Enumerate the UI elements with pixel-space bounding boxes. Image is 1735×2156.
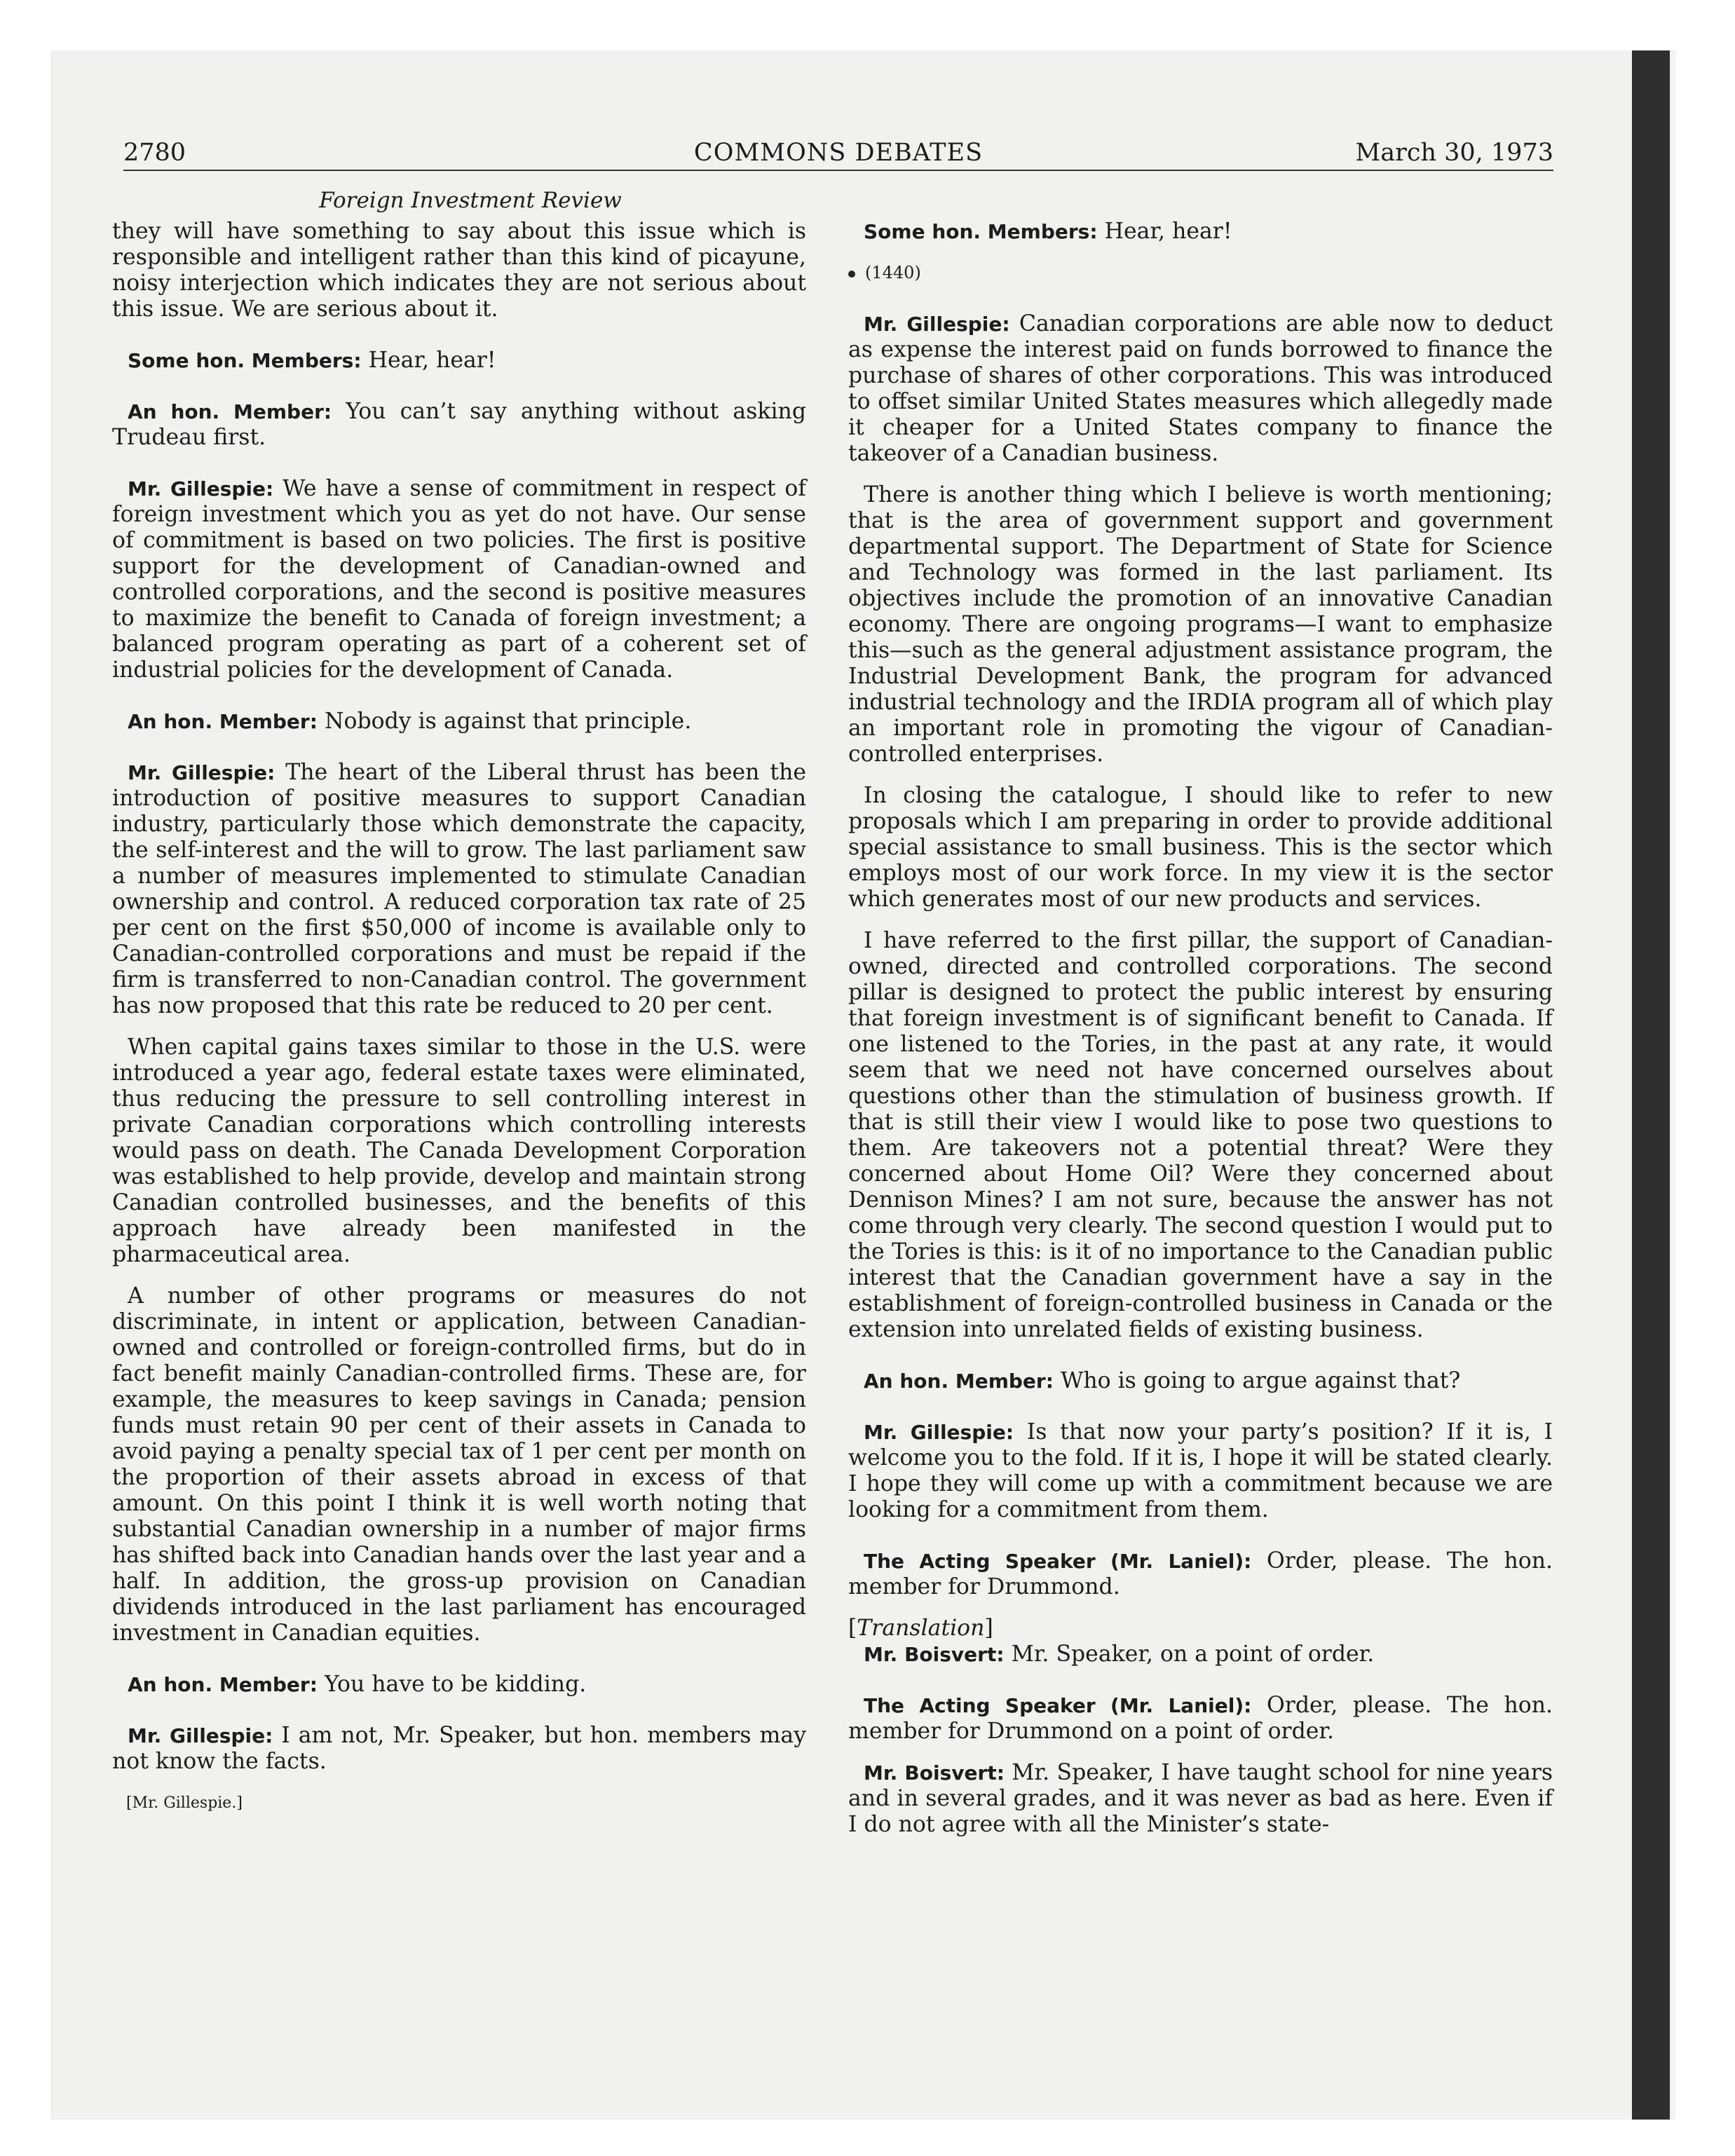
speech bbox=[112, 1672, 806, 1698]
speech-text: Who is going to argue against that? bbox=[1060, 1368, 1461, 1393]
speech bbox=[848, 1368, 1553, 1394]
speech-text: Nobody is against that principle. bbox=[324, 709, 692, 734]
speech bbox=[112, 399, 806, 451]
paragraph: I have referred to the first pillar, the support of Canadian-owned, directed and controlled corporations. The second pillar is designed to protect the public interest by ensuring that foreign investment is of significant benefit to Canada. If one listened to the Tories, in the past at any rate, it would seem that we need not have concerned ourselves about questions other than the stimulation of business growth. If that is still their view I would like to pose two questions to them. Are takeovers not a potential threat? Were they concerned about Home Oil? Were they concerned about Dennison Mines? I am not sure, because the answer has not come through very clearly. The second question I would put to the Tories is this: is it of no importance to the Canadian public interest that the Canadian government have a say in the establishment of foreign-controlled business in Canada or the extension into unrelated fields of existing business. bbox=[848, 928, 1553, 1342]
right-column bbox=[848, 219, 1553, 1853]
speaker-label: Mr. Gillespie: bbox=[864, 1421, 1014, 1444]
speaker-label: The Acting Speaker (Mr. Laniel): bbox=[864, 1550, 1252, 1573]
speech-text: We have a sense of commitment in respect of foreign investment which you as yet do not have. Our sense of commitment is based on two policies. The first is positive support for the development of Canadian-owned and controlled corporations, and the second is positive measures to maximize the benefit to Canada of foreign investment; a balanced program operating as part of a coherent set of industrial policies for the development of Canada. bbox=[112, 476, 807, 683]
speech bbox=[848, 219, 1553, 245]
page-header bbox=[123, 136, 1553, 171]
speech-text: Hear, hear! bbox=[1104, 219, 1232, 244]
publication-title: COMMONS DEBATES bbox=[693, 139, 984, 167]
speaker-label: Mr. Gillespie: bbox=[864, 313, 1010, 336]
time-marker bbox=[848, 260, 1553, 286]
speech bbox=[112, 709, 806, 735]
paragraph: When capital gains taxes similar to those in the U.S. were introduced a year ago, federal estate taxes were eliminated, thus reducing the pressure to sell controlling interest in private Canadian corporations which controlling interests would pass on death. The Canada Development Corporation was established to help provide, develop and maintain strong Canadian controlled businesses, and the benefits of this approach have already been manifested in the pharmaceutical area. bbox=[112, 1035, 806, 1267]
speech bbox=[112, 1723, 806, 1775]
speech bbox=[848, 1760, 1553, 1838]
translation-label: [Translation] bbox=[848, 1616, 993, 1641]
speech bbox=[848, 1419, 1553, 1523]
speech-text: You have to be kidding. bbox=[324, 1672, 587, 1697]
speech bbox=[112, 348, 806, 374]
bullet-icon bbox=[848, 271, 855, 278]
left-column bbox=[112, 219, 806, 1816]
speech bbox=[112, 760, 806, 1019]
speaker-label: An hon. Member: bbox=[128, 1673, 318, 1696]
speech-text: You can’t say anything without asking Trudeau first. bbox=[112, 399, 806, 450]
time-marker-text: (1440) bbox=[865, 263, 921, 282]
paragraph: There is another thing which I believe is worth mentioning; that is the area of government support and government departmental support. The Department of State for Science and Technology was formed in the last parliament. Its objectives include the promotion of an innovative Canadian economy. There are ongoing programs—I want to emphasize this—such as the general adjustment assistance program, the Industrial Development Bank, the program for advanced industrial technology and the IRDIA program all of which play an important role in promoting the vigour of Canadian-controlled enterprises. bbox=[848, 482, 1553, 767]
speech bbox=[848, 1642, 1553, 1667]
speech-text: Hear, hear! bbox=[368, 348, 496, 373]
speaker-label: The Acting Speaker (Mr. Laniel): bbox=[864, 1694, 1252, 1717]
speaker-label: Some hon. Members: bbox=[864, 220, 1098, 243]
page-number: 2780 bbox=[123, 139, 186, 167]
translation-label-text: Translation bbox=[857, 1616, 985, 1641]
speech bbox=[848, 311, 1553, 467]
speech-text: Order, please. The hon. member for Drummond. bbox=[848, 1548, 1553, 1599]
speaker-label: An hon. Member: bbox=[128, 400, 332, 423]
speech-text: Mr. Speaker, on a point of order. bbox=[1011, 1642, 1375, 1667]
speaker-label: Some hon. Members: bbox=[128, 349, 362, 372]
speaker-label: Mr. Gillespie: bbox=[128, 1724, 273, 1747]
speaker-label: Mr. Boisvert: bbox=[864, 1643, 1005, 1666]
speech bbox=[848, 1693, 1553, 1745]
paragraph: In closing the catalogue, I should like to refer to new proposals which I am preparing in order to provide additional special assistance to small business. This is the sector which employs most of our work force. In my view it is the sector which generates most of our new products and services. bbox=[848, 783, 1553, 912]
speaker-label: Mr. Boisvert: bbox=[864, 1761, 1005, 1785]
speech-text: The heart of the Liberal thrust has been the introduction of positive measures to support Canadian industry, particularly those which demonstrate the capacity, the self-interest and the will to grow. The last parliament saw a number of measures implemented to stimulate Canadian ownership and control. A reduced corporation tax rate of 25 per cent on the first $50,000 of income is available only to Canadian-controlled corporations and must be repaid if the firm is transferred to non-Canadian control. The government has now proposed that this rate be reduced to 20 per cent. bbox=[112, 760, 807, 1018]
paragraph: they will have something to say about this issue which is responsible and intelligent rather than this kind of picayune, noisy interjection which indicates they are not serious about this issue. We are serious about it. bbox=[112, 219, 806, 322]
page-date: March 30, 1973 bbox=[1355, 139, 1553, 167]
speech-text: Order, please. The hon. member for Drummond on a point of order. bbox=[848, 1693, 1553, 1744]
speaker-label: Mr. Gillespie: bbox=[128, 761, 275, 784]
speech bbox=[848, 1548, 1553, 1600]
speaker-label: An hon. Member: bbox=[864, 1370, 1054, 1393]
speech-text: Is that now your party’s position? If it is, I welcome you to the fold. If it is, I hope it will be stated clearly. I hope they will come up with a commitment because we are looking for a commitment from them. bbox=[848, 1419, 1553, 1522]
speaker-label: Mr. Gillespie: bbox=[128, 477, 274, 500]
speech-text: I am not, Mr. Speaker, but hon. members may not know the facts. bbox=[112, 1723, 806, 1774]
speech-text: Canadian corporations are able now to deduct as expense the interest paid on funds borrowed to finance the purchase of shares of other corporations. This was introduced to offset similar United States measures which allegedly made it cheaper for a United States company to finance the takeover of a Canadian business. bbox=[848, 311, 1553, 466]
paragraph: A number of other programs or measures do not discriminate, in intent or application, between Canadian-owned and controlled or foreign-controlled firms, but do in fact benefit mainly Canadian-controlled firms. These are, for example, the measures to keep savings in Canada; pension funds must retain 90 per cent of their assets in Canada to avoid paying a penalty special tax of 1 per cent per month on the proportion of their assets abroad in excess of that amount. On this point I think it is well worth noting that substantial Canadian ownership in a number of major firms has shifted back into Canadian hands over the last year and a half. In addition, the gross-up provision on Canadian dividends introduced in the last parliament has encouraged investment in Canadian equities. bbox=[112, 1283, 806, 1646]
speaker-label: An hon. Member: bbox=[128, 710, 318, 733]
speech-text: Mr. Speaker, I have taught school for nine years and in several grades, and it was never as bad as here. Even if I do not agree with all the Minister’s state- bbox=[848, 1760, 1553, 1837]
scan-edge-bar bbox=[1632, 50, 1670, 2120]
speaker-footnote: [Mr. Gillespie.] bbox=[126, 1794, 243, 1812]
section-subheading: Foreign Investment Review bbox=[319, 188, 622, 213]
speech bbox=[112, 476, 806, 683]
